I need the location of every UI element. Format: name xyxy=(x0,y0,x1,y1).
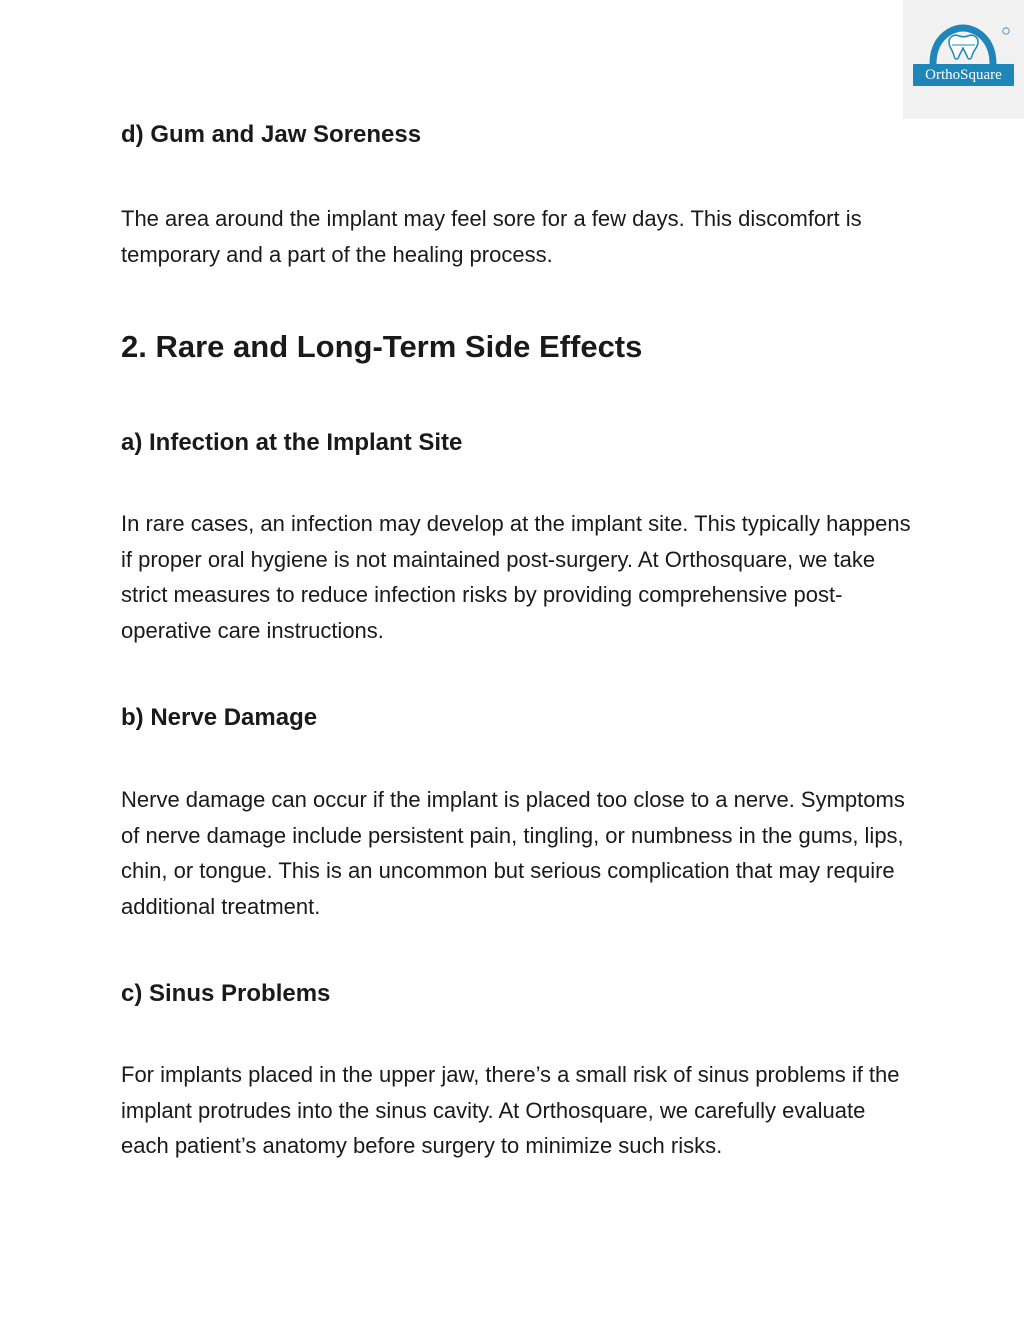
logo-wordmark: OrthoSquare xyxy=(913,64,1014,86)
heading-sinus-problems: c) Sinus Problems xyxy=(121,980,331,1007)
orthosquare-logo xyxy=(903,0,1024,119)
paragraph-sinus-problems: For implants placed in the upper jaw, there’s a small risk of sinus problems if the implant protrudes into the sinus cavity. At Orthosquare, we carefully evaluate each patient’s anatomy before surgery to minimize such risks. xyxy=(121,1062,900,1158)
heading-infection: a) Infection at the Implant Site xyxy=(121,429,463,456)
paragraph-gum-jaw-soreness: The area around the implant may feel sore for a few days. This discomfort is temporary and a part of the healing process. xyxy=(121,206,862,267)
heading-gum-jaw-soreness: d) Gum and Jaw Soreness xyxy=(121,121,422,148)
paragraph-infection: In rare cases, an infection may develop at the implant site. This typically happens if proper oral hygiene is not maintained post-surgery. At Orthosquare, we take strict measures to reduce infection risks by providing comprehensive post-operative care instructions. xyxy=(121,511,911,643)
paragraph-nerve-damage: Nerve damage can occur if the implant is placed too close to a nerve. Symptoms of nerve damage include persistent pain, tingling, or numbness in the gums, lips, chin, or tongue. This is an uncommon but serious complication that may require additional treatment. xyxy=(121,787,905,919)
heading-rare-long-term-side-effects: 2. Rare and Long-Term Side Effects xyxy=(121,329,643,364)
heading-nerve-damage: b) Nerve Damage xyxy=(121,704,318,731)
